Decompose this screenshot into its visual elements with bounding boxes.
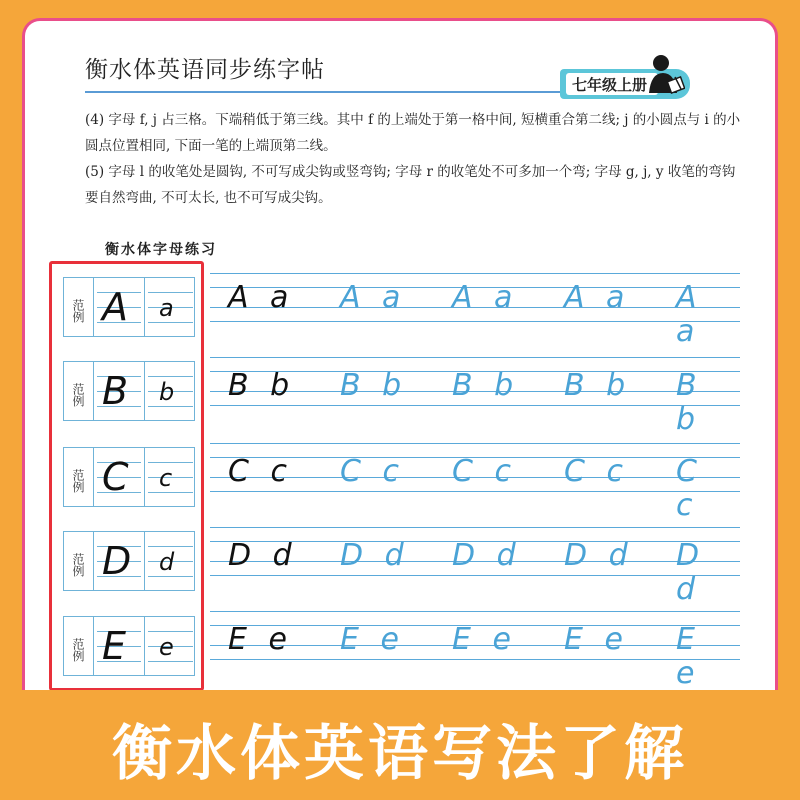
practice-row-d <box>210 527 740 607</box>
copybook-page <box>22 18 778 690</box>
trace-pair: B b <box>676 368 703 437</box>
sample-uppercase: C <box>102 455 129 499</box>
trace-pair: A a <box>452 280 519 315</box>
sample-uppercase: B <box>102 369 129 413</box>
trace-pair: C c <box>564 454 629 489</box>
sample-box-e <box>63 616 195 676</box>
practice-row-e <box>210 611 740 690</box>
practice-row-a <box>210 273 740 349</box>
trace-pair: A a <box>676 280 703 349</box>
trace-pair: D d <box>564 538 634 573</box>
sample-label: 范例 <box>64 448 94 506</box>
sample-lowercase: d <box>159 548 175 576</box>
sample-label: 范例 <box>64 617 94 675</box>
banner-text: 衡水体英语写法了解 <box>112 719 688 789</box>
page-header <box>55 51 745 94</box>
trace-pair: B b <box>564 368 632 403</box>
sample-box-b <box>63 361 195 421</box>
page-title: 衡水体英语同步练字帖 <box>85 57 325 83</box>
section-title: 衡水体字母练习 <box>105 242 217 258</box>
instruction-paragraph-4: (4) 字母 f, j 占三格。下端稍低于第三线。其中 f 的上端处于第一格中间, 短横重合第二线; j 的小圆点与 i 的小圆点位置相同, 下面一笔的上端顶第二线。 <box>85 112 741 154</box>
student-writing-icon <box>645 53 685 97</box>
trace-pair: E e <box>452 622 517 657</box>
sample-lowercase: e <box>159 633 174 661</box>
sample-box-a <box>63 277 195 337</box>
example-pair: E e <box>228 622 293 657</box>
sample-uppercase: D <box>102 539 132 583</box>
sample-lowercase: a <box>159 294 174 322</box>
sample-label: 范例 <box>64 362 94 420</box>
trace-pair: C c <box>676 454 703 523</box>
trace-pair: A a <box>340 280 407 315</box>
trace-pair: D d <box>340 538 410 573</box>
trace-pair: A a <box>564 280 631 315</box>
practice-row-c <box>210 443 740 523</box>
sample-label: 范例 <box>64 278 94 336</box>
trace-pair: C c <box>340 454 405 489</box>
trace-pair: C c <box>452 454 517 489</box>
grade-badge-label: 七年级上册 <box>572 76 648 94</box>
trace-pair: E e <box>564 622 629 657</box>
sample-box-c <box>63 447 195 507</box>
sample-uppercase: A <box>102 285 128 329</box>
sample-label: 范例 <box>64 532 94 590</box>
trace-pair: B b <box>340 368 408 403</box>
practice-row-b <box>210 357 740 437</box>
trace-pair: E e <box>340 622 405 657</box>
instruction-paragraph-5: (5) 字母 l 的收笔处是圆钩, 不可写成尖钩或竖弯钩; 字母 r 的收笔处不可多加一个弯; 字母 g, j, y 收笔的弯钩要自然弯曲, 不可太长, 也不可写成尖钩。 <box>85 164 736 206</box>
example-pair: D d <box>228 538 298 573</box>
example-pair: B b <box>228 368 296 403</box>
sample-uppercase: E <box>102 624 127 668</box>
trace-pair: B b <box>452 368 520 403</box>
sample-box-d <box>63 531 195 591</box>
example-pair: C c <box>228 454 293 489</box>
trace-pair: E e <box>676 622 701 690</box>
example-pair: A a <box>228 280 295 315</box>
sample-lowercase: c <box>159 464 173 492</box>
trace-pair: D d <box>452 538 522 573</box>
sample-lowercase: b <box>159 378 175 406</box>
promo-banner <box>0 690 800 800</box>
trace-pair: D d <box>676 538 706 607</box>
